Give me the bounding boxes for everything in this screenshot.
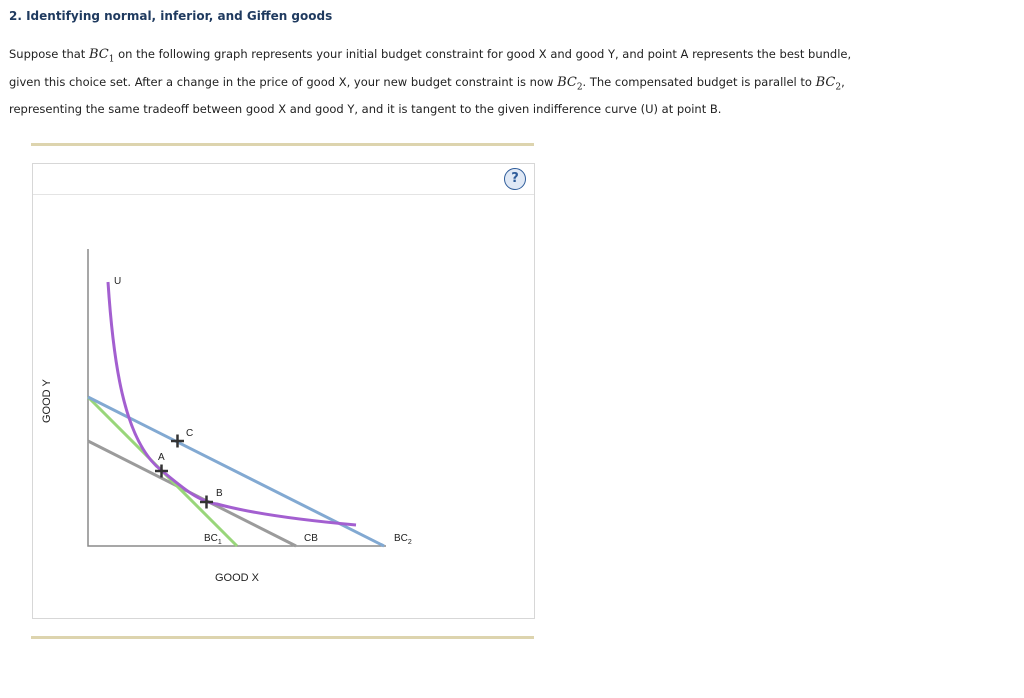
bc1-label-subscript: 1 [217, 539, 222, 546]
point-c-label: C [186, 428, 194, 439]
curve-label-u: U [114, 276, 122, 287]
y-axis-label: GOOD Y [41, 379, 53, 423]
bc2-symbol-base: BC [557, 74, 577, 90]
question-heading: 2. Identifying normal, inferior, and Giffen goods [9, 9, 333, 23]
bc2-symbol-subscript: 2 [576, 82, 583, 93]
cb-label: CB [304, 533, 318, 544]
paragraph-text: , [841, 74, 845, 89]
bc1-label [204, 533, 222, 546]
point-b-label: B [216, 488, 223, 499]
point-a-label: A [158, 452, 165, 463]
bc2-symbol-subscript: 2 [835, 82, 842, 93]
paragraph-text: . The compensated budget is parallel to [582, 74, 816, 89]
bc2-label-subscript: 2 [407, 539, 412, 546]
paragraph-text: representing the same tradeoff between good X and good Y, and it is tangent to the given indifference curve (U) at point B. [9, 102, 722, 117]
bc1-symbol-base: BC [88, 47, 109, 62]
bc2-symbol-base: BC [815, 74, 836, 90]
bc2-label [394, 533, 412, 546]
axes [88, 249, 386, 546]
bottom-divider [31, 636, 534, 639]
x-axis-label: GOOD X [215, 572, 260, 584]
bc1-label-base: BC [204, 533, 218, 544]
indifference-curve [108, 282, 356, 525]
paragraph-text: on the following graph represents your initial budget constraint for good X and good Y, and point A represents the best bundle, [114, 47, 852, 61]
bc1-symbol-subscript: 1 [108, 54, 115, 65]
paragraph-text: given this choice set. After a change in the price of good X, your new budget constraint is now [9, 74, 558, 89]
paragraph-text: Suppose that [9, 47, 89, 61]
bc2-label-base: BC [394, 533, 408, 544]
help-icon[interactable]: ? [504, 168, 526, 190]
